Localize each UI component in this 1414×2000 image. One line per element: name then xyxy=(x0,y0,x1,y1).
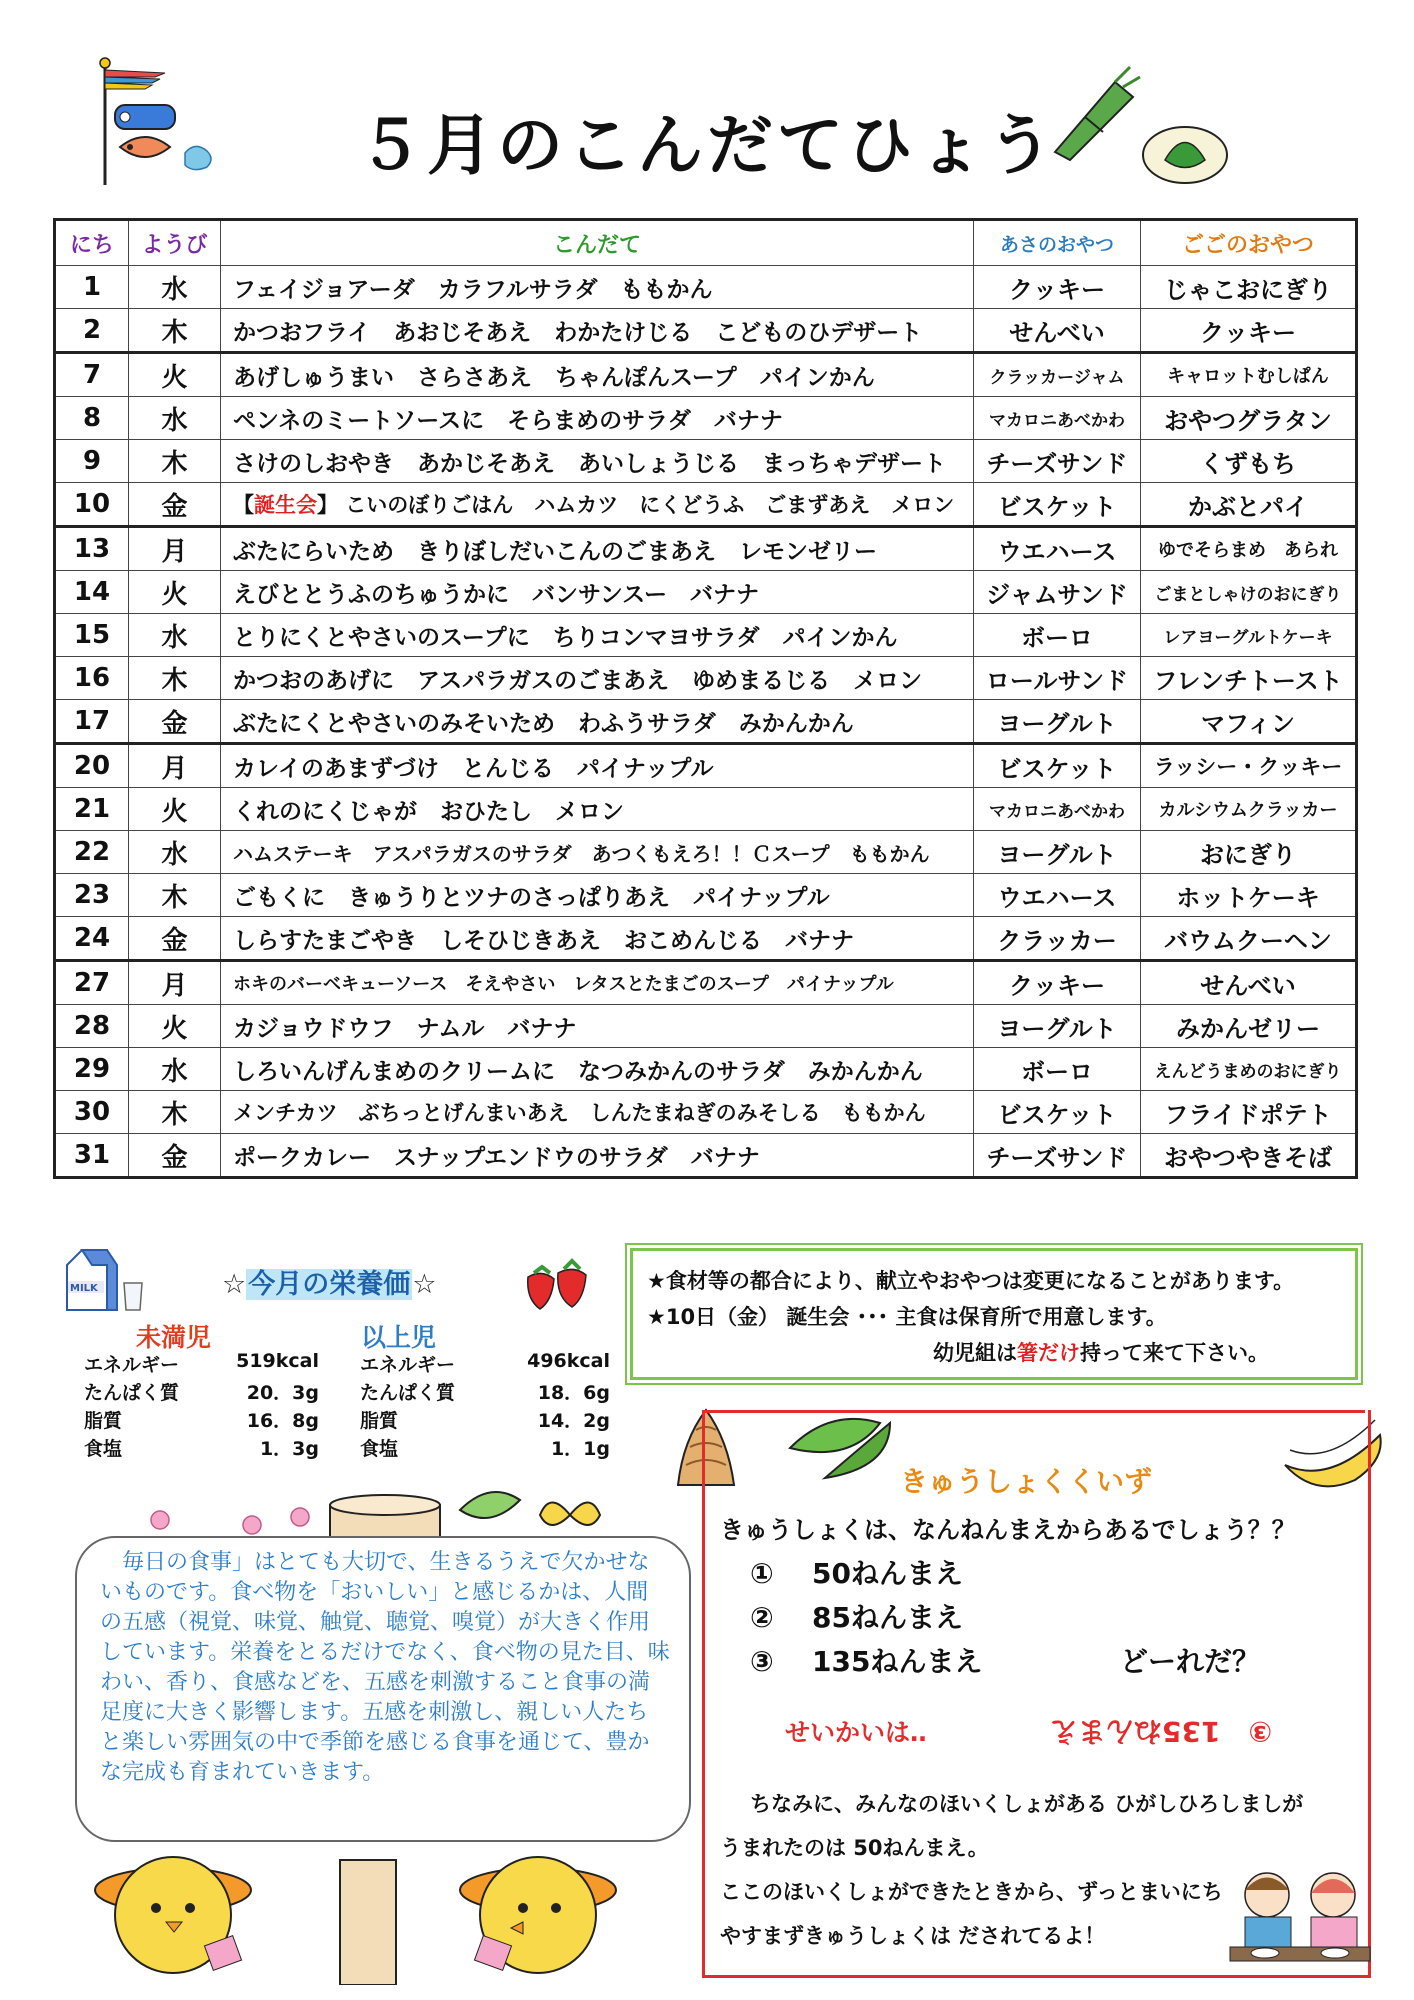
option-number: ① xyxy=(750,1557,774,1590)
notice-line-3 xyxy=(933,1337,1269,1367)
am-snack-cell: チーズサンド xyxy=(974,1134,1141,1178)
chopsticks-only-text: 箸だけ xyxy=(1017,1341,1080,1365)
quiz-aside-line: ここのほいくしょができたときから、ずっとまいにち xyxy=(720,1880,1223,1904)
header-am-snack: あさのおやつ xyxy=(974,220,1141,266)
birthday-party-label: 誕生会 xyxy=(254,493,317,517)
pm-snack-cell: バウムクーヘン xyxy=(1141,917,1357,961)
quiz-title: きゅうしょくくいず xyxy=(900,1465,1153,1498)
day-cell: 31 xyxy=(55,1134,129,1178)
weekday-cell: 水 xyxy=(129,1048,221,1091)
am-snack-cell: ウエハース xyxy=(974,874,1141,917)
quiz-aside-line: うまれたのは 50ねんまえ。 xyxy=(720,1836,989,1860)
quiz-question: きゅうしょくは、なんねんまえからあるでしょう？？ xyxy=(720,1516,1296,1544)
menu-cell: ポークカレー スナップエンドウのサラダ バナナ xyxy=(221,1134,974,1178)
table-row xyxy=(55,614,1357,657)
table-row xyxy=(55,831,1357,874)
day-cell: 13 xyxy=(55,527,129,571)
menu-cell: ごもくに きゅうりとツナのさっぱりあえ パイナップル xyxy=(221,874,974,917)
page-title: ５月のこんだてひょう xyxy=(357,107,1057,184)
chicks-illustration xyxy=(78,1820,638,1985)
nutrient-name: たんぱく質 xyxy=(360,1382,456,1404)
am-snack-cell: クッキー xyxy=(974,266,1141,309)
quiz-option xyxy=(750,1596,963,1636)
nutrition-title-text: 今月の栄養価 xyxy=(248,1269,411,1300)
day-cell: 30 xyxy=(55,1091,129,1134)
header-day: にち xyxy=(55,220,129,266)
menu-cell: カジョウドウフ ナムル バナナ xyxy=(221,1005,974,1048)
table-row xyxy=(55,744,1357,788)
pm-snack-cell: フライドポテト xyxy=(1141,1091,1357,1134)
pm-snack-cell: じゃこおにぎり xyxy=(1141,266,1357,309)
table-row xyxy=(55,353,1357,397)
option-text: 50ねんまえ xyxy=(812,1557,963,1590)
weekday-cell: 金 xyxy=(129,483,221,527)
option-number: ② xyxy=(750,1601,774,1634)
nutrient-value: 1．3g xyxy=(259,1438,319,1460)
nutrient-value: 16．8g xyxy=(246,1410,319,1432)
menu-cell: しらすたまごやき しそひじきあえ おこめんじる バナナ xyxy=(221,917,974,961)
pm-snack-cell: カルシウムクラッカー xyxy=(1141,788,1357,831)
am-snack-cell: ヨーグルト xyxy=(974,831,1141,874)
table-row xyxy=(55,1134,1357,1178)
table-row xyxy=(55,788,1357,831)
am-snack-cell: チーズサンド xyxy=(974,440,1141,483)
pm-snack-cell: フレンチトースト xyxy=(1141,657,1357,700)
day-cell: 29 xyxy=(55,1048,129,1091)
kids-eating-illustration xyxy=(1225,1855,1375,1975)
table-row xyxy=(55,700,1357,744)
nutrition-under3-list xyxy=(84,1350,319,1462)
weekday-cell: 水 xyxy=(129,397,221,440)
quiz-which: どーれだ？ xyxy=(1120,1645,1261,1678)
menu-cell: メンチカツ ぶちっとげんまいあえ しんたまねぎのみそしる ももかん xyxy=(221,1091,974,1134)
nutrition-title xyxy=(222,1262,436,1301)
menu-cell xyxy=(221,483,974,527)
notice-text-end: 持って来て下さい。 xyxy=(1080,1341,1269,1365)
nutrition-row xyxy=(360,1406,610,1434)
pm-snack-cell: ホットケーキ xyxy=(1141,874,1357,917)
day-cell: 1 xyxy=(55,266,129,309)
nutrition-row xyxy=(360,1378,610,1406)
nutrient-value: 519kcal xyxy=(236,1350,319,1372)
notice-box xyxy=(630,1248,1358,1380)
am-snack-cell: ウエハース xyxy=(974,527,1141,571)
day-cell: 28 xyxy=(55,1005,129,1048)
weekday-cell: 木 xyxy=(129,874,221,917)
menu-cell: フェイジョアーダ カラフルサラダ ももかん xyxy=(221,266,974,309)
weekday-cell: 月 xyxy=(129,744,221,788)
quiz-aside-line: やすまずきゅうしょくは だされてるよ！ xyxy=(720,1924,1106,1948)
menu-cell: えびととうふのちゅうかに バンサンスー バナナ xyxy=(221,571,974,614)
nutrition-row xyxy=(360,1434,610,1462)
menu-cell: かつおのあげに アスパラガスのごまあえ ゆめまるじる メロン xyxy=(221,657,974,700)
weekday-cell: 水 xyxy=(129,831,221,874)
pm-snack-cell: おにぎり xyxy=(1141,831,1357,874)
day-cell: 27 xyxy=(55,961,129,1005)
nutrient-value: 496kcal xyxy=(527,1350,610,1372)
weekday-cell: 火 xyxy=(129,353,221,397)
pm-snack-cell: くずもち xyxy=(1141,440,1357,483)
nutrient-name: 脂質 xyxy=(84,1410,123,1432)
weekday-cell: 金 xyxy=(129,1134,221,1178)
day-cell: 20 xyxy=(55,744,129,788)
weekday-cell: 金 xyxy=(129,700,221,744)
weekday-cell: 水 xyxy=(129,266,221,309)
notice-text: 幼児組は xyxy=(933,1341,1017,1365)
nutrient-name: 食塩 xyxy=(84,1438,123,1460)
menu-cell: とりにくとやさいのスープに ちりコンマヨサラダ パインかん xyxy=(221,614,974,657)
day-cell: 21 xyxy=(55,788,129,831)
am-snack-cell: せんべい xyxy=(974,309,1141,353)
pm-snack-cell: マフィン xyxy=(1141,700,1357,744)
table-row xyxy=(55,397,1357,440)
menu-cell: さけのしおやき あかじそあえ あいしょうじる まっちゃデザート xyxy=(221,440,974,483)
milk-carton-illustration xyxy=(62,1245,152,1315)
pm-snack-cell: えんどうまめのおにぎり xyxy=(1141,1048,1357,1091)
quiz-aside-line: ちなみに、みんなのほいくしょがある ひがしひろしましが xyxy=(750,1792,1304,1816)
menu-cell: ぶたにらいため きりぼしだいこんのごまあえ レモンゼリー xyxy=(221,527,974,571)
menu-cell: ホキのバーベキューソース そえやさい レタスとたまごのスープ パイナップル xyxy=(221,961,974,1005)
nutrient-name: エネルギー xyxy=(84,1354,180,1376)
weekday-cell: 金 xyxy=(129,917,221,961)
table-row xyxy=(55,571,1357,614)
header-weekday: ようび xyxy=(129,220,221,266)
table-row xyxy=(55,1005,1357,1048)
menu-table xyxy=(53,218,1358,1179)
day-cell: 22 xyxy=(55,831,129,874)
day-cell: 14 xyxy=(55,571,129,614)
day-cell: 9 xyxy=(55,440,129,483)
weekday-cell: 木 xyxy=(129,309,221,353)
nutrient-name: 食塩 xyxy=(360,1438,399,1460)
nutrition-row xyxy=(84,1378,319,1406)
table-row xyxy=(55,961,1357,1005)
quiz-option xyxy=(750,1640,982,1680)
table-row xyxy=(55,440,1357,483)
day-cell: 16 xyxy=(55,657,129,700)
table-row xyxy=(55,917,1357,961)
weekday-cell: 水 xyxy=(129,614,221,657)
am-snack-cell: ボーロ xyxy=(974,1048,1141,1091)
day-cell: 24 xyxy=(55,917,129,961)
pm-snack-cell: レアヨーグルトケーキ xyxy=(1141,614,1357,657)
nutrient-value: 20．3g xyxy=(246,1382,319,1404)
star-right: ☆ xyxy=(412,1269,437,1300)
weekday-cell: 火 xyxy=(129,788,221,831)
pm-snack-cell: せんべい xyxy=(1141,961,1357,1005)
am-snack-cell: クッキー xyxy=(974,961,1141,1005)
nutrient-value: 18．6g xyxy=(537,1382,610,1404)
header-menu: こんだて xyxy=(221,220,974,266)
weekday-cell: 月 xyxy=(129,527,221,571)
nutrient-name: エネルギー xyxy=(360,1354,456,1376)
menu-cell: ぶたにくとやさいのみそいため わふうサラダ みかんかん xyxy=(221,700,974,744)
pm-snack-cell: ゆでそらまめ あられ xyxy=(1141,527,1357,571)
nutrient-value: 14．2g xyxy=(537,1410,610,1432)
quiz-option xyxy=(750,1552,963,1592)
table-row xyxy=(55,874,1357,917)
day-cell: 15 xyxy=(55,614,129,657)
weekday-cell: 月 xyxy=(129,961,221,1005)
option-text: 135ねんまえ xyxy=(812,1645,983,1678)
am-snack-cell: ロールサンド xyxy=(974,657,1141,700)
am-snack-cell: マカロニあべかわ xyxy=(974,788,1141,831)
nutrition-row xyxy=(84,1406,319,1434)
table-row xyxy=(55,483,1357,527)
answer-upside-down: ③ 135ねんまえ xyxy=(1050,1715,1273,1748)
am-snack-cell: ボーロ xyxy=(974,614,1141,657)
nutrition-row xyxy=(360,1350,610,1378)
essay-text: 毎日の食事」はとても大切で、生きるうえで欠かせないものです。食べ物を「おいしい」と感じるかは、人間の五感（視覚、味覚、触覚、聴覚、嗅覚）が大きく作用しています。栄養をとるだけでなく、食べ物の見た目、味わい、香り、食感などを、五感を刺激すること食事の満足度に大きく影響します。五感を刺激し、親しい人たちと楽しい雰囲気の中で季節を感じる食事を通じて、豊かな完成も育まれていきます。 xyxy=(100,1550,670,1785)
notice-line-1: ★食材等の都合により、献立やおやつは変更になることがあります。 xyxy=(647,1269,1295,1293)
pm-snack-cell: ラッシー・クッキー xyxy=(1141,744,1357,788)
pm-snack-cell: かぶとパイ xyxy=(1141,483,1357,527)
option-text: 85ねんまえ xyxy=(812,1601,963,1634)
pm-snack-cell: クッキー xyxy=(1141,309,1357,353)
am-snack-cell: ビスケット xyxy=(974,1091,1141,1134)
menu-cell: あげしゅうまい さらさあえ ちゃんぽんスープ パインかん xyxy=(221,353,974,397)
nutrient-value: 1．1g xyxy=(550,1438,610,1460)
day-cell: 7 xyxy=(55,353,129,397)
am-snack-cell: クラッカー xyxy=(974,917,1141,961)
weekday-cell: 火 xyxy=(129,1005,221,1048)
day-cell: 10 xyxy=(55,483,129,527)
day-cell: 2 xyxy=(55,309,129,353)
strawberry-illustration xyxy=(520,1255,600,1315)
milk-label: MILK xyxy=(70,1283,98,1294)
nutrient-name: 脂質 xyxy=(360,1410,399,1432)
menu-cell: かつおフライ あおじそあえ わかたけじる こどものひデザート xyxy=(221,309,974,353)
menu-cell: ペンネのミートソースに そらまめのサラダ バナナ xyxy=(221,397,974,440)
notice-line-2: ★10日（金） 誕生会 ･･･ 主食は保育所で用意します。 xyxy=(647,1305,1167,1329)
nutrition-row xyxy=(84,1350,319,1378)
am-snack-cell: ジャムサンド xyxy=(974,571,1141,614)
am-snack-cell: ヨーグルト xyxy=(974,1005,1141,1048)
menu-cell: くれのにくじゃが おひたし メロン xyxy=(221,788,974,831)
answer-label: せいかいは‥ xyxy=(785,1718,927,1747)
table-row xyxy=(55,527,1357,571)
pm-snack-cell: おやつグラタン xyxy=(1141,397,1357,440)
group-over3-label: 以上児 xyxy=(361,1323,437,1352)
am-snack-cell: ビスケット xyxy=(974,744,1141,788)
table-row xyxy=(55,657,1357,700)
weekday-cell: 木 xyxy=(129,657,221,700)
day-cell: 8 xyxy=(55,397,129,440)
option-number: ③ xyxy=(750,1645,774,1678)
nutrient-name: たんぱく質 xyxy=(84,1382,180,1404)
pm-snack-cell: みかんゼリー xyxy=(1141,1005,1357,1048)
menu-cell: ハムステーキ アスパラガスのサラダ あつくもえろ！！Ｃスープ ももかん xyxy=(221,831,974,874)
day-cell: 17 xyxy=(55,700,129,744)
header-pm-snack: ごごのおやつ xyxy=(1141,220,1357,266)
day-cell: 23 xyxy=(55,874,129,917)
table-row xyxy=(55,1091,1357,1134)
menu-cell: しろいんげんまめのクリームに なつみかんのサラダ みかんかん xyxy=(221,1048,974,1091)
table-row xyxy=(55,1048,1357,1091)
table-row xyxy=(55,309,1357,353)
am-snack-cell: マカロニあべかわ xyxy=(974,397,1141,440)
pm-snack-cell: ごまとしゃけのおにぎり xyxy=(1141,571,1357,614)
group-under3-label: 未満児 xyxy=(136,1323,212,1352)
pm-snack-cell: キャロットむしぱん xyxy=(1141,353,1357,397)
menu-text: 】 こいのぼりごはん ハムカツ にくどうふ ごまずあえ メロン xyxy=(317,493,955,517)
am-snack-cell: ヨーグルト xyxy=(974,700,1141,744)
menu-cell: カレイのあまずづけ とんじる パイナップル xyxy=(221,744,974,788)
menu-bracket: 【 xyxy=(233,493,254,517)
nutrition-over3-list xyxy=(360,1350,610,1462)
pm-snack-cell: おやつやきそば xyxy=(1141,1134,1357,1178)
nutrition-row xyxy=(84,1434,319,1462)
am-snack-cell: ビスケット xyxy=(974,483,1141,527)
weekday-cell: 木 xyxy=(129,440,221,483)
weekday-cell: 火 xyxy=(129,571,221,614)
weekday-cell: 木 xyxy=(129,1091,221,1134)
star-left: ☆ xyxy=(222,1269,247,1300)
am-snack-cell: クラッカージャム xyxy=(974,353,1141,397)
table-row xyxy=(55,266,1357,309)
